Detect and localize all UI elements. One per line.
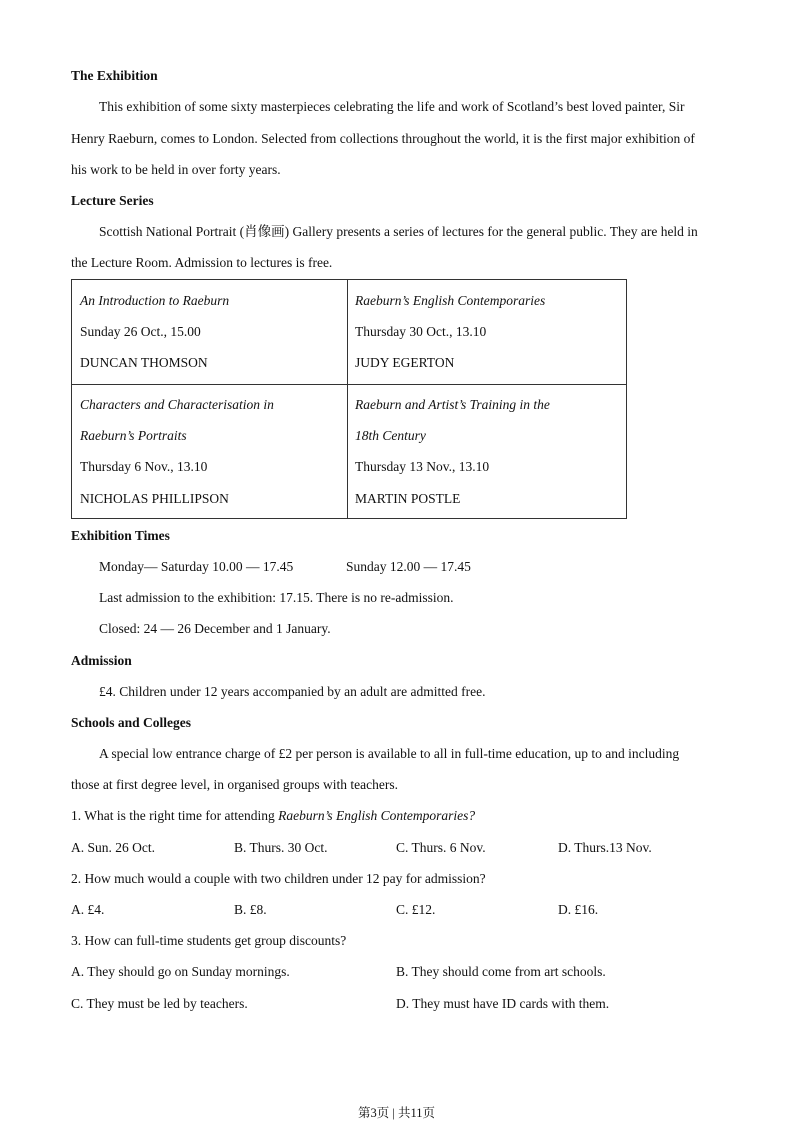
lecture-title: Raeburn’s English Contemporaries — [355, 293, 546, 308]
question-1-option-d: D. Thurs.13 Nov. — [558, 840, 652, 855]
exhibition-paragraph-line-2: Henry Raeburn, comes to London. Selected from collections throughout the world, it is the first major exhibition of — [71, 131, 695, 146]
lecture-speaker: JUDY EGERTON — [355, 355, 455, 370]
question-3-option-a: A. They should go on Sunday mornings. — [71, 964, 290, 979]
lecture-table — [71, 279, 627, 519]
page-number: 第3页 — [357, 1106, 390, 1120]
question-2-option-c: C. £12. — [396, 902, 436, 917]
question-1-stem — [71, 808, 475, 824]
question-2-option-a: A. £4. — [71, 902, 105, 917]
question-1-stem-italic: Raeburn’s English Contemporaries? — [278, 808, 476, 823]
lecture-title-line-1: Raeburn and Artist’s Training in the — [355, 397, 550, 412]
weekday-hours: Monday— Saturday 10.00 — 17.45 — [99, 559, 294, 574]
sunday-hours: Sunday 12.00 — 17.45 — [346, 559, 471, 574]
question-1-option-c: C. Thurs. 6 Nov. — [396, 840, 486, 855]
question-2-option-d: D. £16. — [558, 902, 599, 917]
lecture-speaker: MARTIN POSTLE — [355, 491, 461, 506]
question-3-option-b: B. They should come from art schools. — [396, 964, 606, 979]
exhibition-times-heading: Exhibition Times — [71, 528, 170, 543]
exhibition-paragraph-line-1: This exhibition of some sixty masterpieces celebrating the life and work of Scotland’s best loved painter, Sir — [99, 99, 685, 114]
lecture-series-heading: Lecture Series — [71, 193, 154, 208]
table-divider-horizontal — [72, 384, 626, 385]
schools-paragraph-line-2: those at first degree level, in organised groups with teachers. — [71, 777, 399, 792]
lecture-date: Thursday 13 Nov., 13.10 — [355, 459, 490, 474]
lecture-speaker: NICHOLAS PHILLIPSON — [80, 491, 229, 506]
question-2-stem: 2. How much would a couple with two children under 12 pay for admission? — [71, 871, 486, 886]
question-1-option-b: B. Thurs. 30 Oct. — [234, 840, 328, 855]
lecture-speaker: DUNCAN THOMSON — [80, 355, 208, 370]
page-footer — [0, 1105, 793, 1121]
exhibition-heading: The Exhibition — [71, 68, 158, 83]
lecture-series-paragraph-line-1: Scottish National Portrait (肖像画) Gallery presents a series of lectures for the general public. They are held in — [99, 224, 698, 239]
question-1-stem-text: 1. What is the right time for attending — [71, 808, 279, 823]
lecture-title-line-1: Characters and Characterisation in — [80, 397, 274, 412]
question-3-option-c: C. They must be led by teachers. — [71, 996, 248, 1011]
question-3-stem: 3. How can full-time students get group discounts? — [71, 933, 347, 948]
exhibition-paragraph-line-3: his work to be held in over forty years. — [71, 162, 281, 177]
lecture-date: Thursday 30 Oct., 13.10 — [355, 324, 487, 339]
lecture-title: An Introduction to Raeburn — [80, 293, 230, 308]
lecture-series-paragraph-line-2: the Lecture Room. Admission to lectures is free. — [71, 255, 333, 270]
lecture-title-line-2: 18th Century — [355, 428, 426, 443]
last-admission: Last admission to the exhibition: 17.15. There is no re-admission. — [99, 590, 454, 605]
lecture-title-line-2: Raeburn’s Portraits — [80, 428, 187, 443]
page-total: 共11页 — [397, 1106, 436, 1120]
schools-heading: Schools and Colleges — [71, 715, 192, 730]
admission-heading: Admission — [71, 653, 132, 668]
closed-dates: Closed: 24 — 26 December and 1 January. — [99, 621, 331, 636]
lecture-date: Thursday 6 Nov., 13.10 — [80, 459, 208, 474]
admission-text: £4. Children under 12 years accompanied by an adult are admitted free. — [99, 684, 486, 699]
question-2-option-b: B. £8. — [234, 902, 267, 917]
lecture-date: Sunday 26 Oct., 15.00 — [80, 324, 201, 339]
schools-paragraph-line-1: A special low entrance charge of £2 per person is available to all in full-time education, up to and including — [99, 746, 680, 761]
footer-separator: | — [392, 1106, 395, 1120]
table-divider-vertical — [347, 280, 348, 518]
question-3-option-d: D. They must have ID cards with them. — [396, 996, 610, 1011]
question-1-option-a: A. Sun. 26 Oct. — [71, 840, 155, 855]
